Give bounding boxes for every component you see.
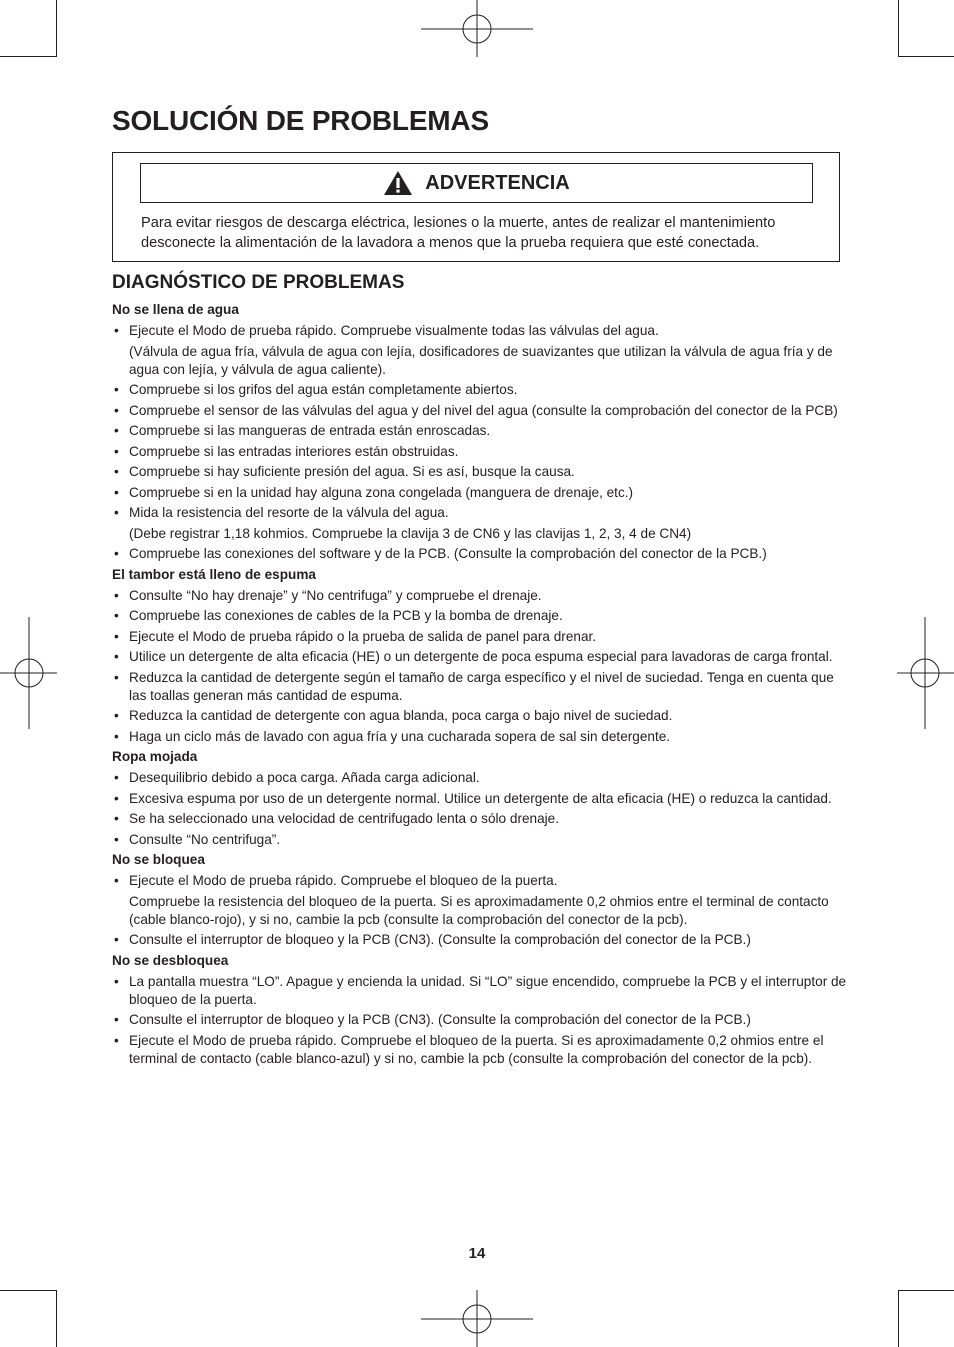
list-item-text: Se ha seleccionado una velocidad de centrifugado lenta o sólo drenaje. bbox=[129, 811, 560, 826]
registration-mark-icon bbox=[421, 0, 533, 57]
problem-checklist bbox=[112, 322, 847, 563]
problem-checklist bbox=[112, 973, 847, 1068]
crop-mark bbox=[898, 0, 899, 57]
list-item bbox=[112, 402, 847, 420]
list-item bbox=[112, 587, 847, 605]
list-item bbox=[112, 728, 847, 746]
list-item-text: Compruebe las conexiones de cables de la PCB y la bomba de drenaje. bbox=[129, 608, 563, 623]
list-item-text: Consulte el interruptor de bloqueo y la PCB (CN3). (Consulte la comprobación del conector de la PCB.) bbox=[129, 1012, 751, 1027]
problem-heading: El tambor está lleno de espuma bbox=[112, 566, 316, 582]
list-item-text: Consulte “No hay drenaje” y “No centrifuga” y compruebe el drenaje. bbox=[129, 587, 542, 603]
warning-text: Para evitar riesgos de descarga eléctrica, lesiones o la muerte, antes de realizar el mantenimiento desconecte la alimentación de la lavadora a menos que la prueba requiera que esté conectada. bbox=[141, 215, 776, 251]
list-item-text: Reduzca la cantidad de detergente según el tamaño de carga específico y el nivel de suciedad. Tenga en cuenta que las toallas generan más cantidad de espuma. bbox=[129, 669, 834, 703]
warning-title: ADVERTENCIA bbox=[425, 171, 570, 194]
problem-checklist bbox=[112, 872, 847, 949]
list-item-text: Ejecute el Modo de prueba rápido. Compruebe el bloqueo de la puerta. Si es aproximadamente 0,2 ohmios entre el terminal de contacto (cable blanco-azul) y si no, cambie la pcb (consulte la comprobación del conector de la pcb). bbox=[129, 1032, 824, 1066]
list-item-text: Haga un ciclo más de lavado con agua fría y una cucharada sopera de sal sin detergente. bbox=[129, 728, 671, 744]
problem-checklist bbox=[112, 769, 847, 849]
list-item-text: Compruebe si las mangueras de entrada están enroscadas. bbox=[129, 423, 491, 438]
crop-mark bbox=[898, 1290, 899, 1347]
list-item-text: Reduzca la cantidad de detergente con agua blanda, poca carga o bajo nivel de suciedad. bbox=[129, 708, 673, 723]
list-item bbox=[112, 831, 847, 849]
list-item bbox=[112, 810, 847, 828]
list-item bbox=[112, 422, 847, 440]
diagnostic-list bbox=[112, 299, 847, 1070]
list-item-text: Compruebe si hay suficiente presión del agua. Si es así, busque la causa. bbox=[129, 464, 575, 479]
list-item-text: Compruebe si en la unidad hay alguna zona congelada (manguera de drenaje, etc.) bbox=[129, 484, 634, 500]
warning-triangle-icon bbox=[383, 170, 413, 196]
list-item-text: Utilice un detergente de alta eficacia (HE) o un detergente de poca espuma especial para lavadoras de carga frontal. bbox=[129, 649, 833, 664]
list-item bbox=[112, 669, 847, 705]
list-item-text: Compruebe si los grifos del agua están completamente abiertos. bbox=[129, 382, 518, 397]
list-item bbox=[112, 443, 847, 461]
list-item bbox=[112, 707, 847, 725]
page-title: SOLUCIÓN DE PROBLEMAS bbox=[112, 105, 489, 136]
warning-header bbox=[140, 163, 813, 203]
list-item-text: Compruebe el sensor de las válvulas del agua y del nivel del agua (consulte la comprobación del conector de la PCB) bbox=[129, 402, 838, 418]
list-item bbox=[112, 1011, 847, 1029]
crop-mark bbox=[56, 0, 57, 57]
registration-mark-icon bbox=[421, 1290, 533, 1347]
list-item bbox=[112, 504, 847, 543]
crop-mark bbox=[898, 56, 954, 57]
list-item-text: Excesiva espuma por uso de un detergente normal. Utilice un detergente de alta eficacia (HE) o reduzca la cantidad. bbox=[129, 790, 832, 806]
crop-mark bbox=[56, 1290, 57, 1347]
list-item bbox=[112, 484, 847, 502]
list-item-text: Compruebe si las entradas interiores están obstruidas. bbox=[129, 443, 459, 459]
list-item bbox=[112, 769, 847, 787]
list-item-text: Ejecute el Modo de prueba rápido o la prueba de salida de panel para drenar. bbox=[129, 628, 597, 644]
list-item-text: La pantalla muestra “LO”. Apague y encienda la unidad. Si “LO” sigue encendido, compruebe la PCB y el interruptor de bloqueo de la puerta. bbox=[129, 973, 847, 1007]
section-title: DIAGNÓSTICO DE PROBLEMAS bbox=[112, 272, 405, 293]
list-item bbox=[112, 1032, 847, 1068]
registration-mark-icon bbox=[0, 617, 57, 729]
list-item bbox=[112, 931, 847, 949]
list-item-text: Consulte “No centrifuga”. bbox=[129, 831, 281, 847]
list-item-text: Mida la resistencia del resorte de la válvula del agua. bbox=[129, 505, 449, 520]
list-item-text: Ejecute el Modo de prueba rápido. Compruebe el bloqueo de la puerta. bbox=[129, 873, 558, 888]
list-item-text: Compruebe las conexiones del software y de la PCB. (Consulte la comprobación del conector de la PCB.) bbox=[129, 546, 767, 561]
registration-mark-icon bbox=[897, 617, 954, 729]
list-item bbox=[112, 648, 847, 666]
problem-checklist bbox=[112, 587, 847, 746]
crop-mark bbox=[0, 56, 57, 57]
problem-heading: No se llena de agua bbox=[112, 302, 239, 317]
list-item bbox=[112, 545, 847, 563]
list-item bbox=[112, 322, 847, 379]
list-item bbox=[112, 973, 847, 1009]
list-item-note: (Válvula de agua fría, válvula de agua con lejía, dosificadores de suavizantes que utilizan la válvula de agua fría y de agua con lejía, y válvula de agua caliente). bbox=[129, 343, 833, 377]
list-item-text: Consulte el interruptor de bloqueo y la PCB (CN3). (Consulte la comprobación del conector de la PCB.) bbox=[129, 932, 751, 947]
warning-box bbox=[112, 152, 840, 262]
list-item-text: Desequilibrio debido a poca carga. Añada carga adicional. bbox=[129, 770, 480, 785]
crop-mark bbox=[898, 1290, 954, 1291]
list-item bbox=[112, 628, 847, 646]
list-item bbox=[112, 872, 847, 929]
list-item-note: (Debe registrar 1,18 kohmios. Compruebe la clavija 3 de CN6 y las clavijas 1, 2, 3, 4 de CN4) bbox=[129, 525, 692, 541]
list-item bbox=[112, 607, 847, 625]
list-item bbox=[112, 463, 847, 481]
crop-mark bbox=[0, 1290, 57, 1291]
page-number: 14 bbox=[468, 1245, 486, 1262]
list-item bbox=[112, 381, 847, 399]
list-item-note: Compruebe la resistencia del bloqueo de la puerta. Si es aproximadamente 0,2 ohmios entre el terminal de contacto (cable blanco-rojo), y si no, cambie la pcb (consulte la comprobación del conector de la pcb). bbox=[129, 893, 829, 927]
problem-heading: Ropa mojada bbox=[112, 749, 198, 764]
problem-heading: No se bloquea bbox=[112, 852, 205, 867]
list-item bbox=[112, 790, 847, 808]
problem-heading: No se desbloquea bbox=[112, 952, 229, 968]
list-item-text: Ejecute el Modo de prueba rápido. Compruebe visualmente todas las válvulas del agua. bbox=[129, 323, 659, 338]
